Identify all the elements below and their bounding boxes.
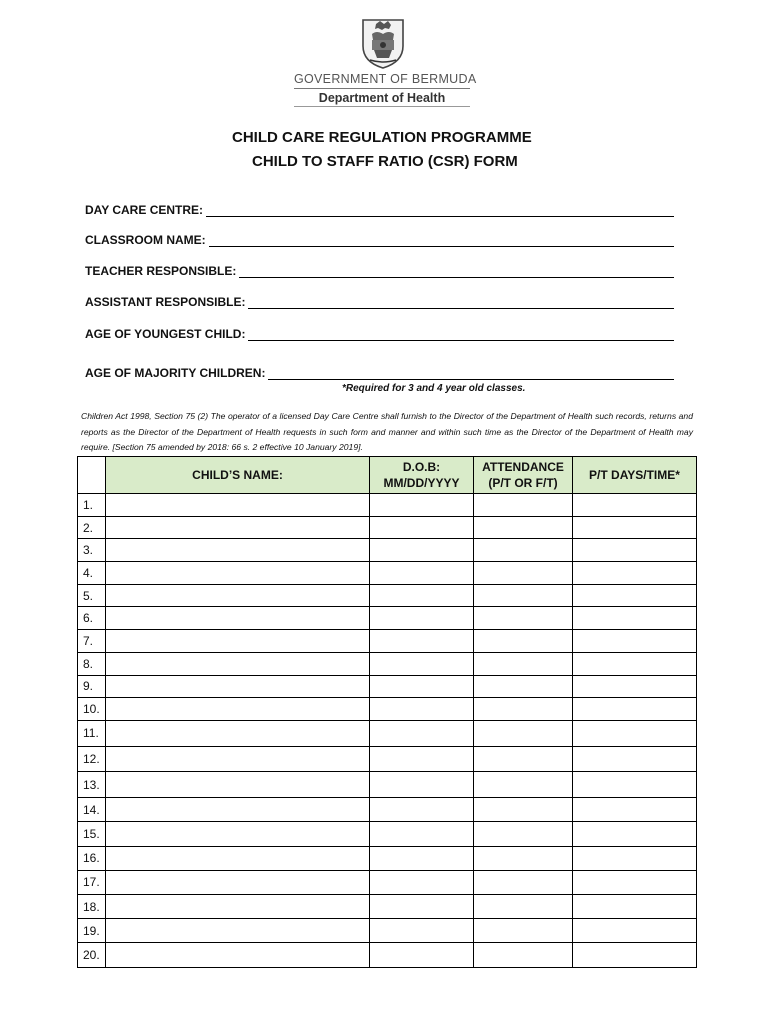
attendance-header-line1: ATTENDANCE (482, 460, 564, 474)
dob-header-line1: D.O.B: (402, 460, 441, 474)
row-number: 1. (78, 494, 106, 517)
attendance-cell[interactable] (474, 630, 573, 653)
attendance-cell[interactable] (474, 607, 573, 630)
row-number: 7. (78, 630, 106, 653)
classroom-name-input[interactable] (209, 232, 674, 247)
table-row (78, 822, 697, 846)
pt-days-cell[interactable] (573, 562, 697, 585)
row-number: 8. (78, 652, 106, 675)
table-header-row (78, 457, 697, 494)
divider (294, 88, 470, 89)
dob-cell[interactable] (370, 846, 474, 870)
childs-name-cell[interactable] (106, 675, 370, 698)
dob-cell[interactable] (370, 494, 474, 517)
row-number: 18. (78, 895, 106, 919)
age-youngest-child-input[interactable] (248, 326, 674, 341)
dob-cell[interactable] (370, 698, 474, 721)
childs-name-cell[interactable] (106, 698, 370, 721)
table-row (78, 895, 697, 919)
childs-name-cell[interactable] (106, 846, 370, 870)
childs-name-cell[interactable] (106, 919, 370, 943)
childs-name-cell[interactable] (106, 822, 370, 846)
attendance-cell[interactable] (474, 919, 573, 943)
attendance-cell[interactable] (474, 562, 573, 585)
table-row (78, 698, 697, 721)
pt-days-cell[interactable] (573, 798, 697, 822)
dob-cell[interactable] (370, 516, 474, 539)
row-number: 19. (78, 919, 106, 943)
row-number: 4. (78, 562, 106, 585)
childs-name-cell[interactable] (106, 539, 370, 562)
dob-cell[interactable] (370, 822, 474, 846)
table-row (78, 607, 697, 630)
teacher-responsible-input[interactable] (239, 263, 674, 278)
dob-header (370, 457, 474, 494)
attendance-cell[interactable] (474, 516, 573, 539)
table-row (78, 870, 697, 894)
row-number: 11. (78, 720, 106, 746)
attendance-cell[interactable] (474, 652, 573, 675)
attendance-cell[interactable] (474, 675, 573, 698)
childs-name-cell[interactable] (106, 562, 370, 585)
table-row (78, 772, 697, 798)
dob-cell[interactable] (370, 919, 474, 943)
row-number: 3. (78, 539, 106, 562)
table-row (78, 919, 697, 943)
form-title-programme: CHILD CARE REGULATION PROGRAMME (232, 129, 532, 146)
pt-days-cell[interactable] (573, 919, 697, 943)
childs-name-cell[interactable] (106, 607, 370, 630)
pt-days-cell[interactable] (573, 652, 697, 675)
row-number: 15. (78, 822, 106, 846)
row-number: 12. (78, 746, 106, 772)
day-care-centre-label: DAY CARE CENTRE: (85, 203, 204, 217)
classroom-name-label: CLASSROOM NAME: (85, 233, 206, 247)
pt-days-cell[interactable] (573, 584, 697, 607)
table-row (78, 630, 697, 653)
pt-days-header (573, 457, 697, 494)
childs-name-cell[interactable] (106, 630, 370, 653)
childs-name-cell[interactable] (106, 652, 370, 675)
childs-name-cell[interactable] (106, 870, 370, 894)
pt-days-cell[interactable] (573, 720, 697, 746)
attendance-cell[interactable] (474, 584, 573, 607)
attendance-header (474, 457, 573, 494)
childs-name-cell[interactable] (106, 720, 370, 746)
attendance-cell[interactable] (474, 698, 573, 721)
form-title: CHILD TO STAFF RATIO (CSR) FORM (252, 153, 518, 170)
row-number: 20. (78, 943, 106, 967)
bermuda-coat-of-arms-icon (360, 16, 406, 70)
teacher-responsible-label: TEACHER RESPONSIBLE: (85, 264, 237, 278)
dob-cell[interactable] (370, 584, 474, 607)
attendance-cell[interactable] (474, 746, 573, 772)
table-row (78, 652, 697, 675)
age-majority-children-field (85, 364, 674, 380)
row-number: 2. (78, 516, 106, 539)
attendance-cell[interactable] (474, 870, 573, 894)
attendance-cell[interactable] (474, 772, 573, 798)
children-table (77, 456, 697, 968)
dob-cell[interactable] (370, 675, 474, 698)
pt-days-cell[interactable] (573, 516, 697, 539)
childs-name-cell[interactable] (106, 895, 370, 919)
age-youngest-child-label: AGE OF YOUNGEST CHILD: (85, 327, 246, 341)
childs-name-header (106, 457, 370, 494)
attendance-cell[interactable] (474, 895, 573, 919)
table-row (78, 746, 697, 772)
childs-name-cell[interactable] (106, 943, 370, 967)
childs-name-cell[interactable] (106, 516, 370, 539)
dob-cell[interactable] (370, 798, 474, 822)
table-row (78, 516, 697, 539)
assistant-responsible-label: ASSISTANT RESPONSIBLE: (85, 295, 246, 309)
pt-days-cell[interactable] (573, 630, 697, 653)
attendance-header-line2: (P/T OR F/T) (488, 476, 558, 490)
pt-days-cell[interactable] (573, 746, 697, 772)
row-number: 6. (78, 607, 106, 630)
pt-days-header-label: P/T DAYS/TIME* (589, 468, 680, 482)
dob-header-line2: MM/DD/YYYY (383, 476, 460, 490)
day-care-centre-field (85, 201, 674, 217)
pt-days-cell[interactable] (573, 539, 697, 562)
pt-days-cell[interactable] (573, 698, 697, 721)
assistant-responsible-field (85, 293, 674, 309)
dob-cell[interactable] (370, 607, 474, 630)
pt-days-cell[interactable] (573, 494, 697, 517)
pt-days-cell[interactable] (573, 895, 697, 919)
dob-cell[interactable] (370, 746, 474, 772)
pt-days-cell[interactable] (573, 870, 697, 894)
attendance-cell[interactable] (474, 494, 573, 517)
row-number: 17. (78, 870, 106, 894)
assistant-responsible-input[interactable] (248, 294, 674, 309)
row-number: 9. (78, 675, 106, 698)
attendance-cell[interactable] (474, 943, 573, 967)
government-name: GOVERNMENT OF BERMUDA (294, 72, 477, 86)
attendance-cell[interactable] (474, 846, 573, 870)
attendance-cell[interactable] (474, 822, 573, 846)
age-youngest-child-field (85, 325, 674, 341)
table-row (78, 584, 697, 607)
day-care-centre-input[interactable] (206, 202, 674, 217)
row-number: 14. (78, 798, 106, 822)
dob-cell[interactable] (370, 772, 474, 798)
dob-cell[interactable] (370, 870, 474, 894)
row-number-header (78, 457, 106, 494)
age-majority-children-input[interactable] (268, 365, 674, 380)
dob-cell[interactable] (370, 720, 474, 746)
attendance-cell[interactable] (474, 720, 573, 746)
dob-cell[interactable] (370, 630, 474, 653)
table-row (78, 943, 697, 967)
row-number: 13. (78, 772, 106, 798)
row-number: 5. (78, 584, 106, 607)
table-row (78, 539, 697, 562)
attendance-cell[interactable] (474, 539, 573, 562)
childs-name-cell[interactable] (106, 746, 370, 772)
pt-days-cell[interactable] (573, 607, 697, 630)
required-note: *Required for 3 and 4 year old classes. (342, 383, 526, 394)
childs-name-cell[interactable] (106, 584, 370, 607)
dob-cell[interactable] (370, 895, 474, 919)
table-row (78, 798, 697, 822)
pt-days-cell[interactable] (573, 772, 697, 798)
dob-cell[interactable] (370, 652, 474, 675)
teacher-responsible-field (85, 262, 674, 278)
childs-name-cell[interactable] (106, 772, 370, 798)
classroom-name-field (85, 231, 674, 247)
department-name: Department of Health (318, 91, 446, 105)
childs-name-header-label: CHILD’S NAME: (192, 468, 283, 482)
table-row (78, 720, 697, 746)
table-row (78, 562, 697, 585)
dob-cell[interactable] (370, 539, 474, 562)
pt-days-cell[interactable] (573, 822, 697, 846)
childs-name-cell[interactable] (106, 798, 370, 822)
row-number: 10. (78, 698, 106, 721)
legal-citation-text: Children Act 1998, Section 75 (2) The operator of a licensed Day Care Centre shall furnish to the Director of the Department of Health such records, returns and reports as the Director of the Department of Health requests in such form and manner and within such time as the Director of the Department of Health may require. [Section 75 amended by 2018: 66 s. 2 effective 10 January 2019]. (81, 411, 693, 452)
pt-days-cell[interactable] (573, 846, 697, 870)
table-row (78, 675, 697, 698)
table-row (78, 494, 697, 517)
divider (294, 106, 470, 107)
childs-name-cell[interactable] (106, 494, 370, 517)
dob-cell[interactable] (370, 562, 474, 585)
table-row (78, 846, 697, 870)
dob-cell[interactable] (370, 943, 474, 967)
pt-days-cell[interactable] (573, 943, 697, 967)
row-number: 16. (78, 846, 106, 870)
pt-days-cell[interactable] (573, 675, 697, 698)
age-majority-children-label: AGE OF MAJORITY CHILDREN: (85, 366, 266, 380)
attendance-cell[interactable] (474, 798, 573, 822)
